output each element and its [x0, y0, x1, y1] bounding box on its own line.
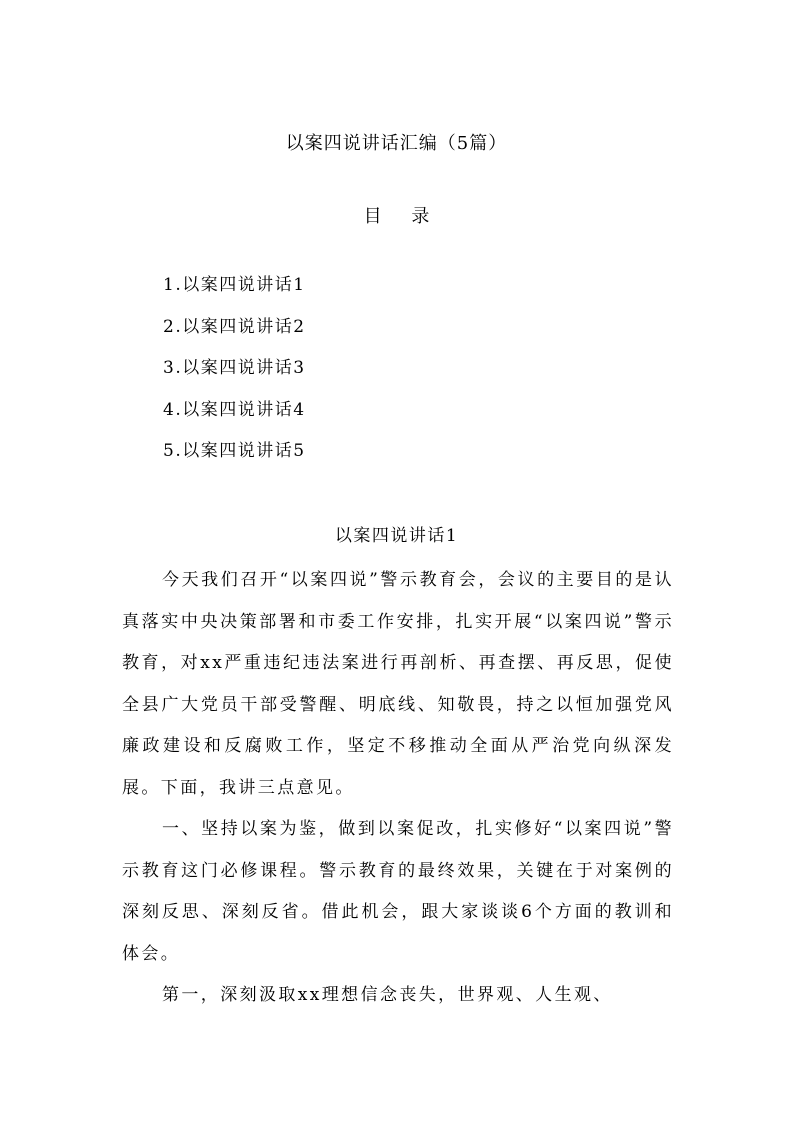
toc-item: 4.以案四说讲话4 [163, 399, 306, 420]
table-of-contents [163, 270, 463, 478]
body-text [122, 560, 674, 1017]
section-title: 以案四说讲话1 [334, 526, 459, 546]
toc-item: 3.以案四说讲话3 [163, 358, 306, 378]
toc-item: 5.以案四说讲话5 [163, 441, 306, 461]
document-title: 以案四说讲话汇编（5篇） [285, 133, 508, 154]
paragraph: 一、坚持以案为鉴，做到以案促改，扎实修好“以案四说”警示教育这门必修课程。警示教育的最终效果，关键在于对案例的深刻反思、深刻反省。借此机会，跟大家谈谈6个方面的教训和体会。 [122, 819, 674, 964]
paragraph: 今天我们召开“以案四说”警示教育会，会议的主要目的是认真落实中央决策部署和市委工作安排，扎实开展“以案四说”警示教育，对xx严重违纪违法案进行再剖析、再查摆、再反思，促使全县广大党员干部受警醒、明底线、知敬畏，持之以恒加强党风廉政建设和反腐败工作，坚定不移推动全面从严治党向纵深发展。下面，我讲三点意见。 [122, 570, 674, 798]
toc-heading: 目 录 [363, 206, 442, 227]
paragraph: 第一，深刻汲取xx理想信念丧失，世界观、人生观、 [162, 985, 613, 1005]
toc-item: 2.以案四说讲话2 [163, 316, 306, 337]
toc-item: 1.以案四说讲话1 [163, 275, 306, 295]
